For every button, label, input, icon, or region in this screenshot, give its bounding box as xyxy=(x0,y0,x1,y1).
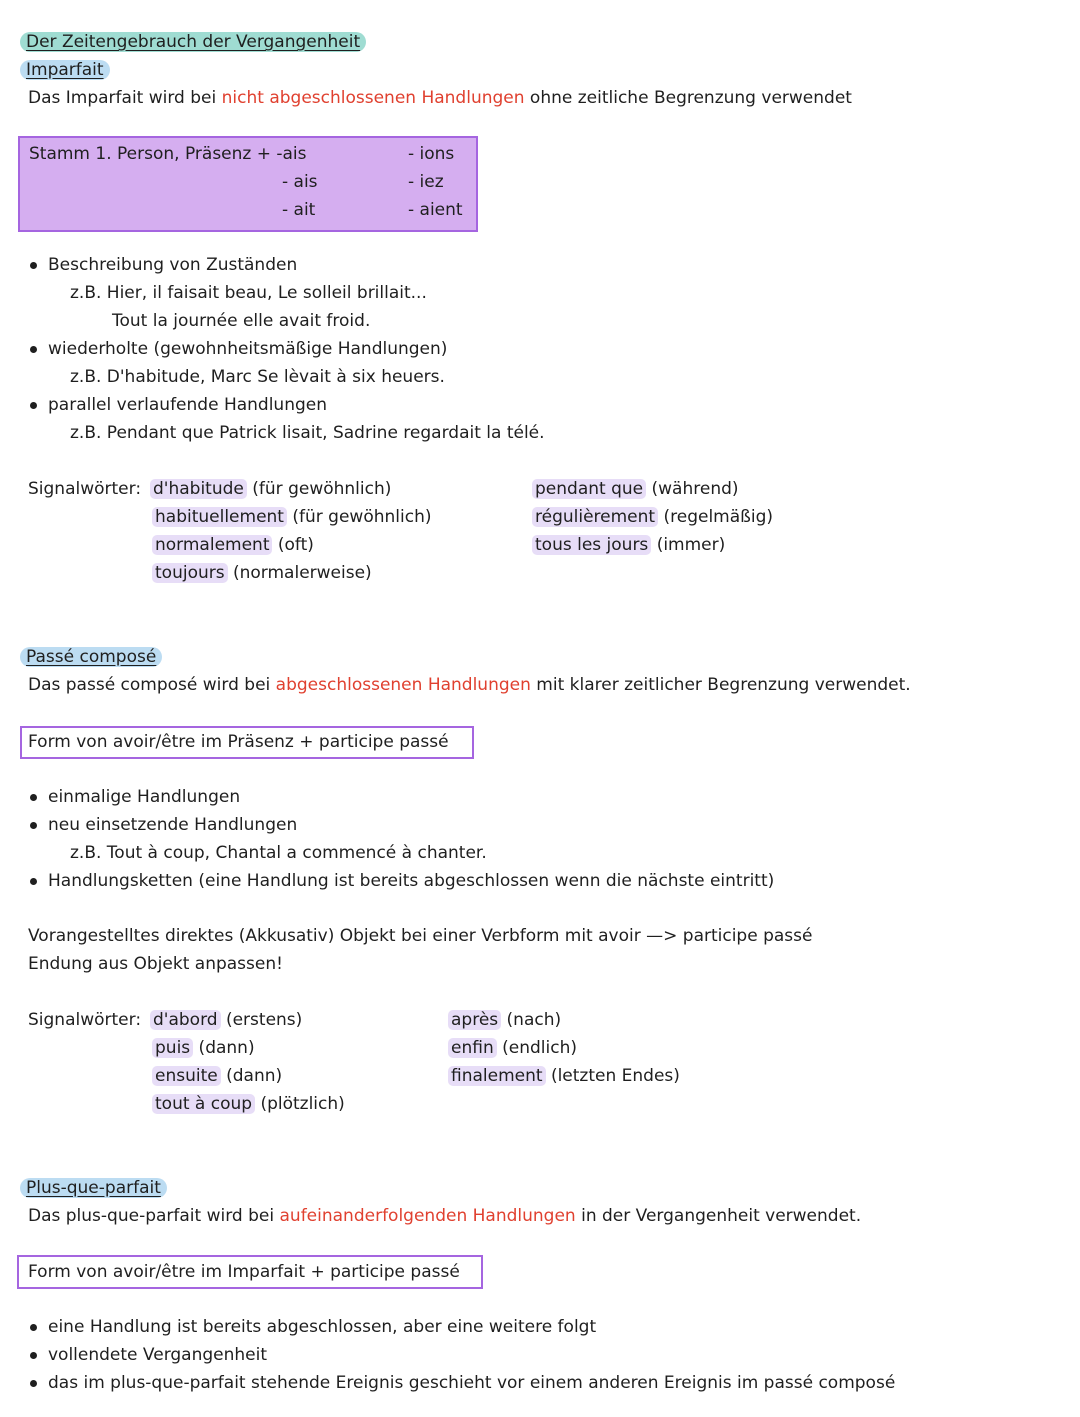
ending-ait: - ait xyxy=(282,200,316,220)
passe-compose-formula-box xyxy=(20,726,474,759)
passe-compose-heading: Passé composé xyxy=(20,646,162,668)
signal-word-item: puis (dann) xyxy=(152,1037,255,1059)
pqp-intro-emphasis: aufeinanderfolgenden Handlungen xyxy=(279,1206,576,1226)
agreement-note-line-1: Vorangestelltes direktes (Akkusativ) Objekt bei einer Verbform mit avoir —> participe passé xyxy=(28,926,813,946)
signal-word-item: après (nach) xyxy=(448,1009,561,1031)
ending-iez: - iez xyxy=(408,172,444,192)
passe-compose-use-2: neu einsetzende Handlungen xyxy=(48,815,298,835)
passe-compose-example-2: z.B. Tout à coup, Chantal a commencé à chanter. xyxy=(70,843,487,863)
signal-word-item: normalement (oft) xyxy=(152,534,314,556)
bullet-icon xyxy=(30,1380,37,1387)
signal-word-item: tout à coup (plötzlich) xyxy=(152,1093,345,1115)
pqp-use-2: vollendete Vergangenheit xyxy=(48,1345,268,1365)
imparfait-use-1: Beschreibung von Zuständen xyxy=(48,255,298,275)
pqp-use-1: eine Handlung ist bereits abgeschlossen, aber eine weitere folgt xyxy=(48,1317,597,1337)
signal-word-item: enfin (endlich) xyxy=(448,1037,577,1059)
bullet-icon xyxy=(30,1352,37,1359)
bullet-icon xyxy=(30,262,37,269)
bullet-icon xyxy=(30,878,37,885)
pqp-intro: Das plus-que-parfait wird bei aufeinanderfolgenden Handlungen in der Vergangenheit verwendet. xyxy=(28,1206,862,1226)
agreement-note-line-2: Endung aus Objekt anpassen! xyxy=(28,954,283,974)
bullet-icon xyxy=(30,402,37,409)
bullet-icon xyxy=(30,1324,37,1331)
signal-label: Signalwörter: xyxy=(28,1010,142,1030)
imparfait-use-2: wiederholte (gewohnheitsmäßige Handlungen) xyxy=(48,339,448,359)
ending-ions: - ions xyxy=(408,144,455,164)
ending-ais-2: - ais xyxy=(282,172,318,192)
pqp-formula: Form von avoir/être im Imparfait + participe passé xyxy=(28,1262,460,1282)
signal-word-item: habituellement (für gewöhnlich) xyxy=(152,506,431,528)
signal-word-item: ensuite (dann) xyxy=(152,1065,282,1087)
imparfait-heading: Imparfait xyxy=(20,59,110,81)
signal-label: Signalwörter: xyxy=(28,479,142,499)
signal-word-item: toujours (normalerweise) xyxy=(152,562,372,584)
bullet-icon xyxy=(30,822,37,829)
signal-word-item: pendant que (während) xyxy=(532,478,739,500)
signal-word-item: finalement (letzten Endes) xyxy=(448,1065,680,1087)
imparfait-intro-emphasis: nicht abgeschlossenen Handlungen xyxy=(221,88,525,108)
passe-compose-intro: Das passé composé wird bei abgeschlossenen Handlungen mit klarer zeitlicher Begrenzung verwendet. xyxy=(28,675,911,695)
formula-stem: Stamm 1. Person, Präsenz + -ais xyxy=(29,144,307,164)
ending-aient: - aient xyxy=(408,200,463,220)
imparfait-example-2: z.B. D'habitude, Marc Se lèvait à six heuers. xyxy=(70,367,445,387)
signal-word-item: régulièrement (regelmäßig) xyxy=(532,506,773,528)
imparfait-formula-box xyxy=(18,136,478,232)
page-title: Der Zeitengebrauch der Vergangenheit xyxy=(20,31,366,53)
imparfait-intro: Das Imparfait wird bei nicht abgeschlossenen Handlungen ohne zeitliche Begrenzung verwendet xyxy=(28,88,852,108)
imparfait-example-1b: Tout la journée elle avait froid. xyxy=(112,311,371,331)
signal-word-item: d'habitude (für gewöhnlich) xyxy=(150,478,391,500)
imparfait-example-1a: z.B. Hier, il faisait beau, Le solleil brillait... xyxy=(70,283,427,303)
passe-compose-use-3: Handlungsketten (eine Handlung ist bereits abgeschlossen wenn die nächste eintritt) xyxy=(48,871,775,891)
signal-word-item: d'abord (erstens) xyxy=(150,1009,302,1031)
signal-word-item: tous les jours (immer) xyxy=(532,534,725,556)
passe-compose-use-1: einmalige Handlungen xyxy=(48,787,241,807)
pqp-use-3: das im plus-que-parfait stehende Ereignis geschieht vor einem anderen Ereignis im passé composé xyxy=(48,1373,896,1393)
pqp-formula-box xyxy=(17,1255,483,1289)
bullet-icon xyxy=(30,794,37,801)
pqp-heading: Plus-que-parfait xyxy=(20,1177,167,1199)
passe-compose-formula: Form von avoir/être im Präsenz + participe passé xyxy=(28,732,449,752)
bullet-icon xyxy=(30,346,37,353)
imparfait-example-3: z.B. Pendant que Patrick lisait, Sadrine regardait la télé. xyxy=(70,423,545,443)
passe-compose-intro-emphasis: abgeschlossenen Handlungen xyxy=(275,675,531,695)
imparfait-use-3: parallel verlaufende Handlungen xyxy=(48,395,328,415)
